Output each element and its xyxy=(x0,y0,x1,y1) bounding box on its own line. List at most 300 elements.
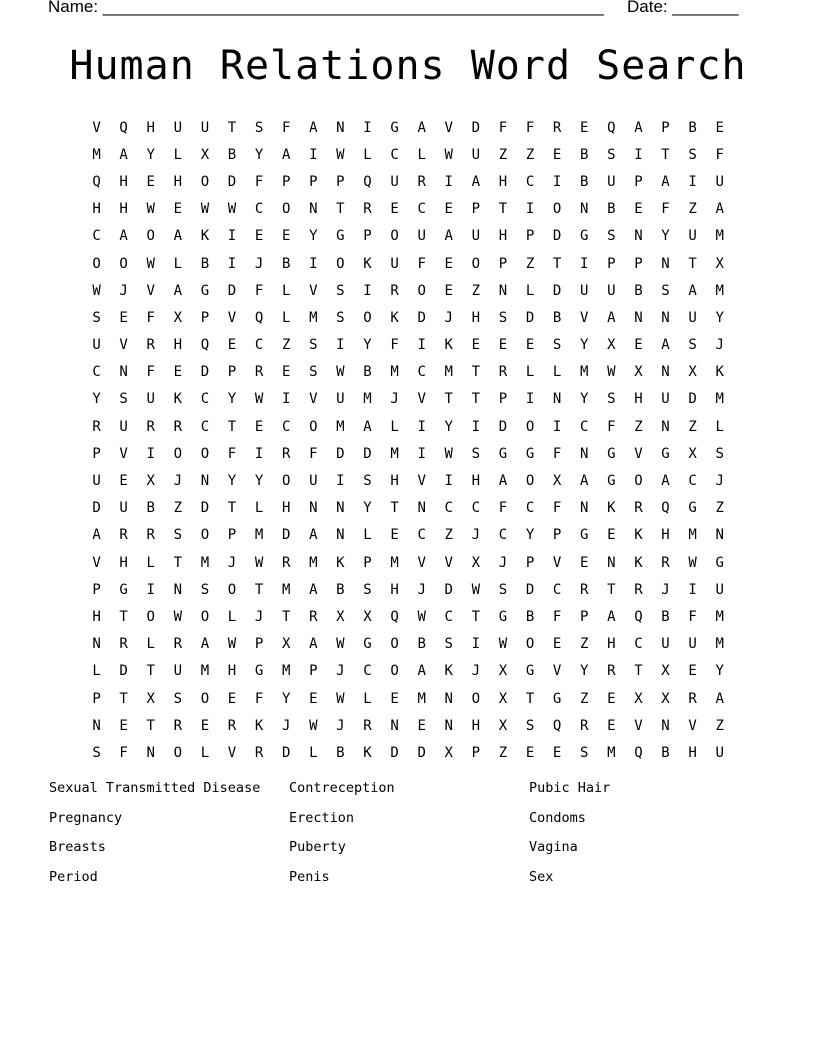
grid-letter: U xyxy=(661,636,670,653)
grid-row xyxy=(83,549,733,576)
grid-letter: E xyxy=(146,173,155,190)
grid-letter: C xyxy=(525,173,535,190)
grid-letter: K xyxy=(254,717,264,734)
grid-letter: Y xyxy=(92,391,101,408)
grid-letter: X xyxy=(661,690,670,707)
grid-row xyxy=(83,467,733,494)
grid-letter: U xyxy=(119,500,128,517)
grid-letter: D xyxy=(281,527,291,544)
grid-letter: D xyxy=(688,391,697,408)
grid-row xyxy=(83,304,733,331)
grid-letter: S xyxy=(309,364,318,381)
grid-letter: X xyxy=(607,337,616,354)
grid-letter: N xyxy=(634,309,643,326)
grid-letter: E xyxy=(634,201,643,218)
grid-letter: A xyxy=(200,636,210,653)
grid-letter: S xyxy=(580,744,589,761)
grid-letter: T xyxy=(471,364,481,381)
grid-letter: F xyxy=(254,282,264,299)
grid-letter: F xyxy=(552,608,562,625)
grid-letter: O xyxy=(471,690,481,707)
grid-letter: A xyxy=(634,119,643,136)
grid-letter: J xyxy=(119,282,128,299)
grid-letter: C xyxy=(390,146,399,163)
grid-letter: J xyxy=(336,717,345,734)
grid-row xyxy=(83,522,733,549)
grid-letter: S xyxy=(363,581,372,598)
grid-row xyxy=(83,141,733,168)
grid-letter: A xyxy=(607,608,616,625)
grid-letter: X xyxy=(336,608,345,625)
grid-letter: T xyxy=(227,418,237,435)
grid-letter: M xyxy=(281,581,291,598)
grid-letter: M xyxy=(715,391,724,408)
grid-letter: W xyxy=(417,608,426,625)
grid-letter: K xyxy=(363,744,372,761)
grid-letter: I xyxy=(688,581,697,598)
grid-letter: N xyxy=(580,445,589,462)
grid-letter: S xyxy=(607,228,616,245)
grid-letter: N xyxy=(417,500,426,517)
grid-letter: E xyxy=(281,364,291,381)
grid-letter: M xyxy=(580,364,589,381)
grid-letter: Q xyxy=(552,717,562,734)
grid-letter: D xyxy=(363,445,372,462)
grid-letter: N xyxy=(390,717,399,734)
grid-letter: N xyxy=(92,717,101,734)
grid-letter: S xyxy=(336,309,345,326)
grid-letter: B xyxy=(607,201,616,218)
grid-letter: O xyxy=(200,608,210,625)
grid-letter: P xyxy=(580,608,589,625)
grid-row xyxy=(83,386,733,413)
grid-letter: P xyxy=(92,445,101,462)
grid-letter: G xyxy=(200,282,210,299)
grid-letter: Y xyxy=(309,228,318,245)
grid-letter: E xyxy=(390,690,399,707)
grid-letter: M xyxy=(309,554,318,571)
grid-letter: Q xyxy=(254,309,264,326)
grid-letter: U xyxy=(471,228,481,245)
grid-letter: N xyxy=(200,473,210,490)
grid-letter: I xyxy=(471,636,481,653)
grid-letter: Z xyxy=(688,201,697,218)
grid-letter: G xyxy=(715,554,724,571)
grid-letter: A xyxy=(363,418,372,435)
grid-letter: E xyxy=(444,255,453,272)
grid-letter: X xyxy=(146,690,155,707)
grid-letter: F xyxy=(688,608,697,625)
grid-letter: A xyxy=(661,337,670,354)
grid-letter: W xyxy=(146,201,155,218)
grid-letter: M xyxy=(390,364,399,381)
grid-letter: H xyxy=(471,717,481,734)
grid-letter: F xyxy=(715,146,724,163)
grid-letter: J xyxy=(281,717,291,734)
grid-letter: O xyxy=(227,581,237,598)
grid-letter: S xyxy=(471,445,481,462)
word-list-item: Penis xyxy=(289,868,330,885)
grid-letter: I xyxy=(281,391,291,408)
grid-letter: D xyxy=(525,581,535,598)
grid-letter: O xyxy=(92,255,101,272)
grid-letter: S xyxy=(336,282,345,299)
grid-letter: U xyxy=(607,173,616,190)
grid-letter: N xyxy=(661,364,670,381)
grid-letter: N xyxy=(552,391,562,408)
grid-letter: S xyxy=(119,391,128,408)
grid-letter: R xyxy=(309,608,318,625)
grid-letter: H xyxy=(281,500,291,517)
grid-letter: I xyxy=(552,173,562,190)
grid-letter: Y xyxy=(146,146,155,163)
grid-letter: W xyxy=(498,636,508,653)
grid-letter: F xyxy=(227,445,237,462)
grid-letter: C xyxy=(444,500,453,517)
grid-letter: R xyxy=(281,554,291,571)
grid-letter: D xyxy=(552,228,562,245)
grid-letter: I xyxy=(444,173,453,190)
grid-letter: W xyxy=(336,636,345,653)
grid-letter: H xyxy=(146,119,155,136)
grid-letter: P xyxy=(634,173,643,190)
grid-letter: E xyxy=(444,201,453,218)
grid-letter: W xyxy=(200,201,210,218)
grid-letter: B xyxy=(336,581,345,598)
grid-letter: A xyxy=(309,527,318,544)
grid-letter: R xyxy=(607,663,616,680)
grid-letter: A xyxy=(309,581,318,598)
grid-letter: X xyxy=(552,473,562,490)
grid-letter: O xyxy=(525,636,535,653)
grid-letter: U xyxy=(146,391,155,408)
word-list-item: Sex xyxy=(529,868,554,885)
grid-row xyxy=(83,413,733,440)
grid-letter: J xyxy=(471,527,481,544)
grid-letter: O xyxy=(281,473,291,490)
grid-letter: U xyxy=(607,282,616,299)
grid-letter: V xyxy=(552,554,562,571)
grid-letter: T xyxy=(254,581,264,598)
grid-letter: Q xyxy=(363,173,372,190)
grid-letter: I xyxy=(525,391,535,408)
grid-letter: G xyxy=(525,663,535,680)
grid-letter: N xyxy=(92,636,101,653)
grid-letter: L xyxy=(200,744,210,761)
word-list-item: Contreception xyxy=(289,780,395,796)
grid-letter: C xyxy=(254,337,264,354)
grid-letter: Q xyxy=(390,608,399,625)
grid-letter: D xyxy=(498,418,508,435)
grid-letter: B xyxy=(634,282,643,299)
grid-letter: A xyxy=(580,473,589,490)
grid-letter: R xyxy=(173,418,183,435)
grid-row xyxy=(83,223,733,250)
grid-letter: B xyxy=(281,255,291,272)
grid-letter: D xyxy=(227,173,237,190)
grid-letter: A xyxy=(173,282,183,299)
grid-letter: X xyxy=(200,146,210,163)
grid-letter: K xyxy=(607,500,616,517)
grid-letter: X xyxy=(688,445,697,462)
grid-letter: I xyxy=(417,445,426,462)
grid-letter: K xyxy=(390,309,399,326)
grid-letter: V xyxy=(444,119,453,136)
grid-letter: O xyxy=(390,663,399,680)
grid-letter: V xyxy=(119,337,128,354)
grid-letter: U xyxy=(580,282,589,299)
grid-letter: K xyxy=(200,228,210,245)
grid-letter: Y xyxy=(227,391,237,408)
grid-letter: J xyxy=(715,473,724,490)
grid-letter: E xyxy=(498,337,508,354)
word-list-item: Sexual Transmitted Disease xyxy=(49,780,261,796)
grid-letter: U xyxy=(173,663,183,680)
grid-letter: R xyxy=(146,337,155,354)
grid-letter: V xyxy=(92,119,101,136)
grid-letter: E xyxy=(309,690,318,707)
grid-letter: L xyxy=(417,146,426,163)
grid-letter: Z xyxy=(173,500,183,517)
grid-letter: G xyxy=(580,228,589,245)
grid-letter: E xyxy=(607,527,616,544)
grid-letter: M xyxy=(363,391,372,408)
grid-letter: C xyxy=(580,418,589,435)
grid-letter: F xyxy=(254,690,264,707)
grid-letter: W xyxy=(444,146,453,163)
grid-letter: C xyxy=(281,418,291,435)
grid-letter: T xyxy=(227,500,237,517)
date-field-label: Date: _______ xyxy=(627,0,739,16)
grid-letter: J xyxy=(498,554,508,571)
grid-letter: E xyxy=(390,201,399,218)
grid-letter: D xyxy=(390,744,399,761)
grid-letter: K xyxy=(336,554,345,571)
grid-letter: J xyxy=(254,255,264,272)
grid-letter: V xyxy=(92,554,101,571)
grid-letter: L xyxy=(92,663,101,680)
grid-letter: S xyxy=(92,309,101,326)
grid-letter: G xyxy=(607,445,616,462)
grid-row xyxy=(83,168,733,195)
grid-letter: E xyxy=(688,663,697,680)
grid-letter: R xyxy=(688,690,697,707)
grid-letter: X xyxy=(715,255,724,272)
grid-letter: H xyxy=(471,309,481,326)
grid-letter: V xyxy=(634,445,643,462)
grid-letter: L xyxy=(173,255,183,272)
grid-letter: M xyxy=(336,418,345,435)
grid-letter: E xyxy=(525,337,535,354)
grid-letter: N xyxy=(580,500,589,517)
grid-letter: X xyxy=(471,554,481,571)
grid-letter: Y xyxy=(715,663,724,680)
grid-letter: L xyxy=(146,636,155,653)
grid-letter: U xyxy=(309,473,318,490)
grid-letter: D xyxy=(417,309,426,326)
grid-row xyxy=(83,196,733,223)
grid-letter: P xyxy=(309,173,318,190)
grid-row xyxy=(83,576,733,603)
grid-letter: M xyxy=(254,527,264,544)
grid-letter: N xyxy=(119,364,128,381)
grid-letter: Q xyxy=(119,119,128,136)
grid-letter: A xyxy=(688,282,697,299)
grid-letter: F xyxy=(281,119,291,136)
grid-letter: C xyxy=(498,527,508,544)
grid-letter: E xyxy=(634,337,643,354)
grid-letter: Z xyxy=(498,146,508,163)
grid-letter: I xyxy=(254,445,264,462)
grid-letter: V xyxy=(688,717,697,734)
grid-letter: Y xyxy=(580,391,589,408)
grid-row xyxy=(83,712,733,739)
grid-letter: P xyxy=(309,663,318,680)
grid-letter: G xyxy=(363,636,372,653)
grid-letter: I xyxy=(363,119,372,136)
grid-row xyxy=(83,250,733,277)
grid-letter: H xyxy=(498,173,508,190)
grid-letter: J xyxy=(390,391,399,408)
word-list-item: Breasts xyxy=(49,839,106,855)
grid-letter: N xyxy=(336,119,345,136)
grid-letter: N xyxy=(661,418,670,435)
grid-letter: W xyxy=(254,391,264,408)
grid-letter: T xyxy=(336,201,345,218)
word-list xyxy=(49,778,769,896)
grid-letter: T xyxy=(525,690,535,707)
grid-letter: P xyxy=(498,391,508,408)
grid-letter: V xyxy=(227,744,237,761)
grid-letter: O xyxy=(173,744,183,761)
grid-letter: S xyxy=(688,337,697,354)
grid-letter: G xyxy=(119,581,128,598)
grid-letter: N xyxy=(715,527,724,544)
grid-letter: X xyxy=(634,690,643,707)
grid-row xyxy=(83,440,733,467)
grid-letter: P xyxy=(471,201,481,218)
grid-letter: G xyxy=(254,663,264,680)
grid-row xyxy=(83,332,733,359)
grid-letter: X xyxy=(688,364,697,381)
grid-letter: L xyxy=(281,282,291,299)
grid-letter: U xyxy=(688,309,697,326)
grid-letter: T xyxy=(390,500,399,517)
grid-letter: Z xyxy=(688,418,697,435)
grid-letter: V xyxy=(417,473,426,490)
grid-letter: P xyxy=(227,364,237,381)
grid-letter: Q xyxy=(200,337,210,354)
grid-letter: E xyxy=(525,744,535,761)
grid-letter: T xyxy=(552,255,562,272)
grid-letter: A xyxy=(661,173,670,190)
grid-letter: I xyxy=(634,146,643,163)
grid-letter: C xyxy=(417,201,426,218)
grid-letter: F xyxy=(119,744,128,761)
grid-letter: Y xyxy=(580,337,589,354)
grid-letter: M xyxy=(92,146,101,163)
word-list-item: Pregnancy xyxy=(49,809,123,826)
grid-letter: C xyxy=(92,228,101,245)
grid-letter: L xyxy=(254,500,264,517)
grid-letter: T xyxy=(281,608,291,625)
grid-letter: P xyxy=(634,255,643,272)
grid-letter: R xyxy=(146,527,155,544)
grid-letter: O xyxy=(417,282,426,299)
grid-letter: U xyxy=(336,391,345,408)
grid-letter: G xyxy=(498,608,508,625)
grid-letter: F xyxy=(254,173,264,190)
grid-letter: E xyxy=(227,690,237,707)
grid-letter: Z xyxy=(634,418,643,435)
grid-letter: I xyxy=(552,418,562,435)
grid-letter: O xyxy=(146,608,155,625)
grid-letter: F xyxy=(309,445,318,462)
grid-letter: E xyxy=(390,527,399,544)
grid-letter: O xyxy=(119,255,128,272)
grid-letter: O xyxy=(146,228,155,245)
grid-letter: R xyxy=(634,500,643,517)
grid-letter: Y xyxy=(254,146,264,163)
grid-letter: P xyxy=(471,744,481,761)
grid-letter: H xyxy=(390,581,399,598)
grid-letter: R xyxy=(173,636,183,653)
grid-letter: G xyxy=(607,473,616,490)
grid-letter: F xyxy=(146,309,155,326)
grid-letter: A xyxy=(119,146,128,163)
grid-letter: N xyxy=(661,309,670,326)
grid-letter: T xyxy=(688,255,697,272)
grid-letter: U xyxy=(471,146,481,163)
grid-letter: U xyxy=(661,391,670,408)
grid-letter: D xyxy=(417,744,426,761)
word-list-item: Erection xyxy=(289,809,355,826)
grid-letter: A xyxy=(471,173,481,190)
grid-letter: D xyxy=(281,744,291,761)
grid-letter: N xyxy=(444,690,453,707)
grid-letter: J xyxy=(227,554,237,571)
grid-letter: U xyxy=(688,228,697,245)
grid-letter: H xyxy=(119,201,128,218)
grid-letter: E xyxy=(119,717,128,734)
grid-letter: U xyxy=(173,119,183,136)
grid-letter: X xyxy=(363,608,372,625)
grid-letter: V xyxy=(552,663,562,680)
grid-letter: N xyxy=(580,201,589,218)
grid-letter: T xyxy=(634,663,643,680)
grid-letter: C xyxy=(471,500,481,517)
grid-letter: A xyxy=(715,201,724,218)
grid-letter: Z xyxy=(444,527,453,544)
grid-letter: R xyxy=(552,119,562,136)
grid-letter: Z xyxy=(281,337,291,354)
grid-letter: X xyxy=(281,636,291,653)
grid-letter: N xyxy=(309,500,318,517)
grid-letter: D xyxy=(200,364,210,381)
grid-letter: P xyxy=(281,173,291,190)
grid-letter: C xyxy=(525,500,535,517)
grid-letter: F xyxy=(552,500,562,517)
grid-letter: G xyxy=(688,500,697,517)
grid-letter: P xyxy=(254,636,264,653)
grid-letter: O xyxy=(173,445,183,462)
grid-letter: T xyxy=(227,119,237,136)
grid-letter: R xyxy=(146,418,155,435)
grid-letter: F xyxy=(146,364,155,381)
grid-letter: M xyxy=(390,445,399,462)
grid-letter: X xyxy=(634,364,643,381)
grid-letter: O xyxy=(309,418,318,435)
